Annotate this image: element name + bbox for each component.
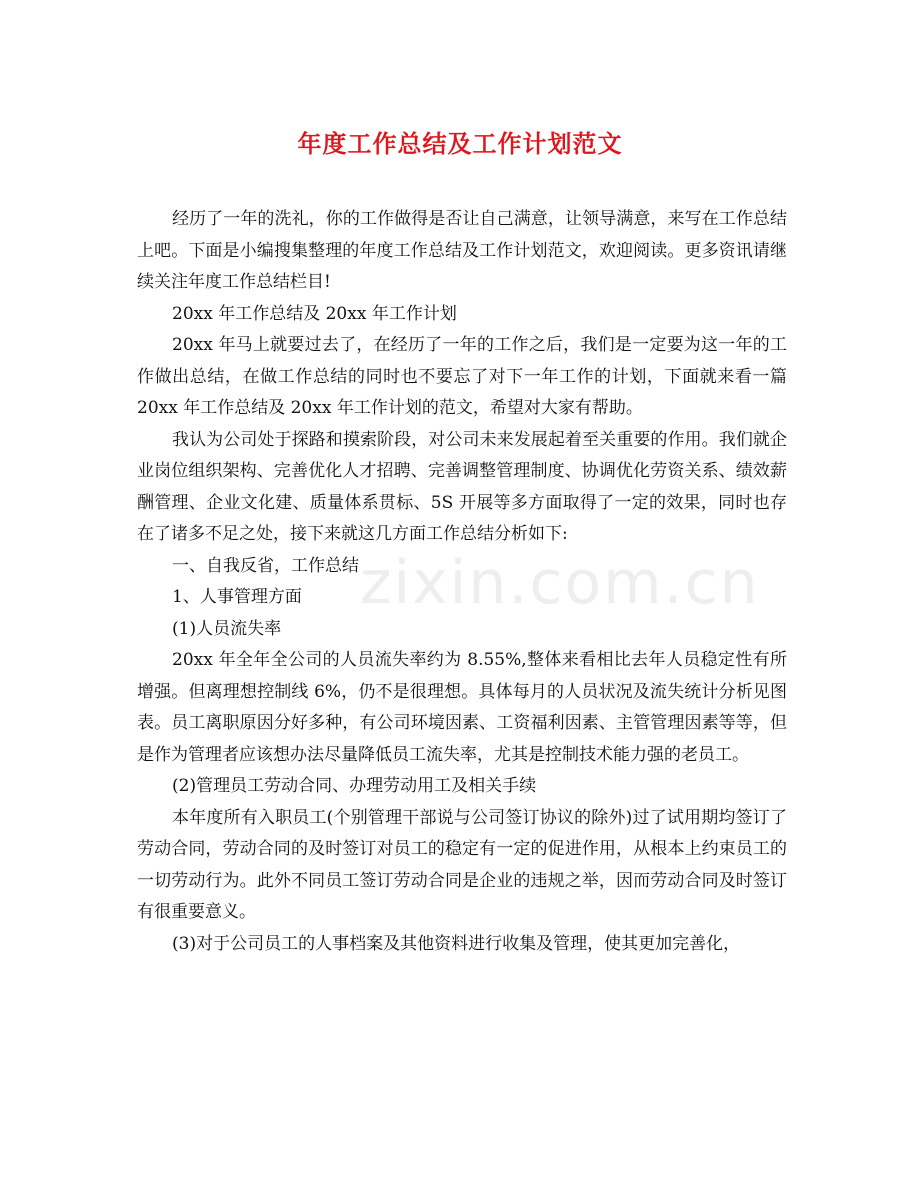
- intro-paragraph: 经历了一年的洗礼，你的工作做得是否让自己满意，让领导满意，来写在工作总结上吧。下面是小编搜集整理的年度工作总结及工作计划范文，欢迎阅读。更多资讯请继续关注年度工作总结栏目!: [137, 209, 787, 292]
- heading-hr-management: 1、人事管理方面: [172, 587, 302, 607]
- section-heading-plan: 20xx 年工作总结及 20xx 年工作计划: [172, 303, 457, 324]
- paragraph-company-stage: 我认为公司处于探路和摸索阶段，对公司未来发展起着至关重要的作用。我们就企业岗位组织架构、完善优化人才招聘、完善调整管理制度、协调优化劳资关系、绩效薪酬管理、企业文化建、质量体系贯标、5S 开展等多方面取得了一定的效果，同时也存在了诸多不足之处，接下来就这几方面工作总结分析如下:: [137, 429, 787, 544]
- paragraph-overview: 20xx 年马上就要过去了，在经历了一年的工作之后，我们是一定要为这一年的工作做出总结，在做工作总结的同时也不要忘了对下一年工作的计划，下面就来看一篇 20xx 年工作总结及 20xx 年工作计划的范文，希望对大家有帮助。: [137, 335, 787, 418]
- heading-turnover-rate: (1)人员流失率: [172, 618, 282, 639]
- document-body: [137, 204, 787, 960]
- paragraph-labor-contracts: 本年度所有入职员工(个别管理干部说与公司签订协议的除外)过了试用期均签订了劳动合同，劳动合同的及时签订对员工的稳定有一定的促进作用，从根本上约束员工的一切劳动行为。此外不同员工签订劳动合同是企业的违规之举，因而劳动合同及时签订有很重要意义。: [137, 807, 787, 922]
- document-title: 年度工作总结及工作计划范文: [297, 130, 623, 158]
- heading-labor-contracts: (2)管理员工劳动合同、办理劳动用工及相关手续: [172, 776, 537, 796]
- watermark: zixin.com.cn: [360, 548, 760, 618]
- paragraph-turnover: 20xx 年全年全公司的人员流失率约为 8.55%,整体来看相比去年人员稳定性有所增强。但离理想控制线 6%，仍不是很理想。具体每月的人员状况及流失统计分析见图表。员工离职原因分好多种，有公司环境因素、工资福利因素、主管管理因素等等，但是作为管理者应该想办法尽量降低员工流失率，尤其是控制技术能力强的老员工。: [137, 650, 787, 765]
- heading-self-reflection: 一、自我反省，工作总结: [172, 555, 359, 576]
- paragraph-personnel-files: (3)对于公司员工的人事档案及其他资料进行收集及管理，使其更加完善化，: [172, 933, 741, 954]
